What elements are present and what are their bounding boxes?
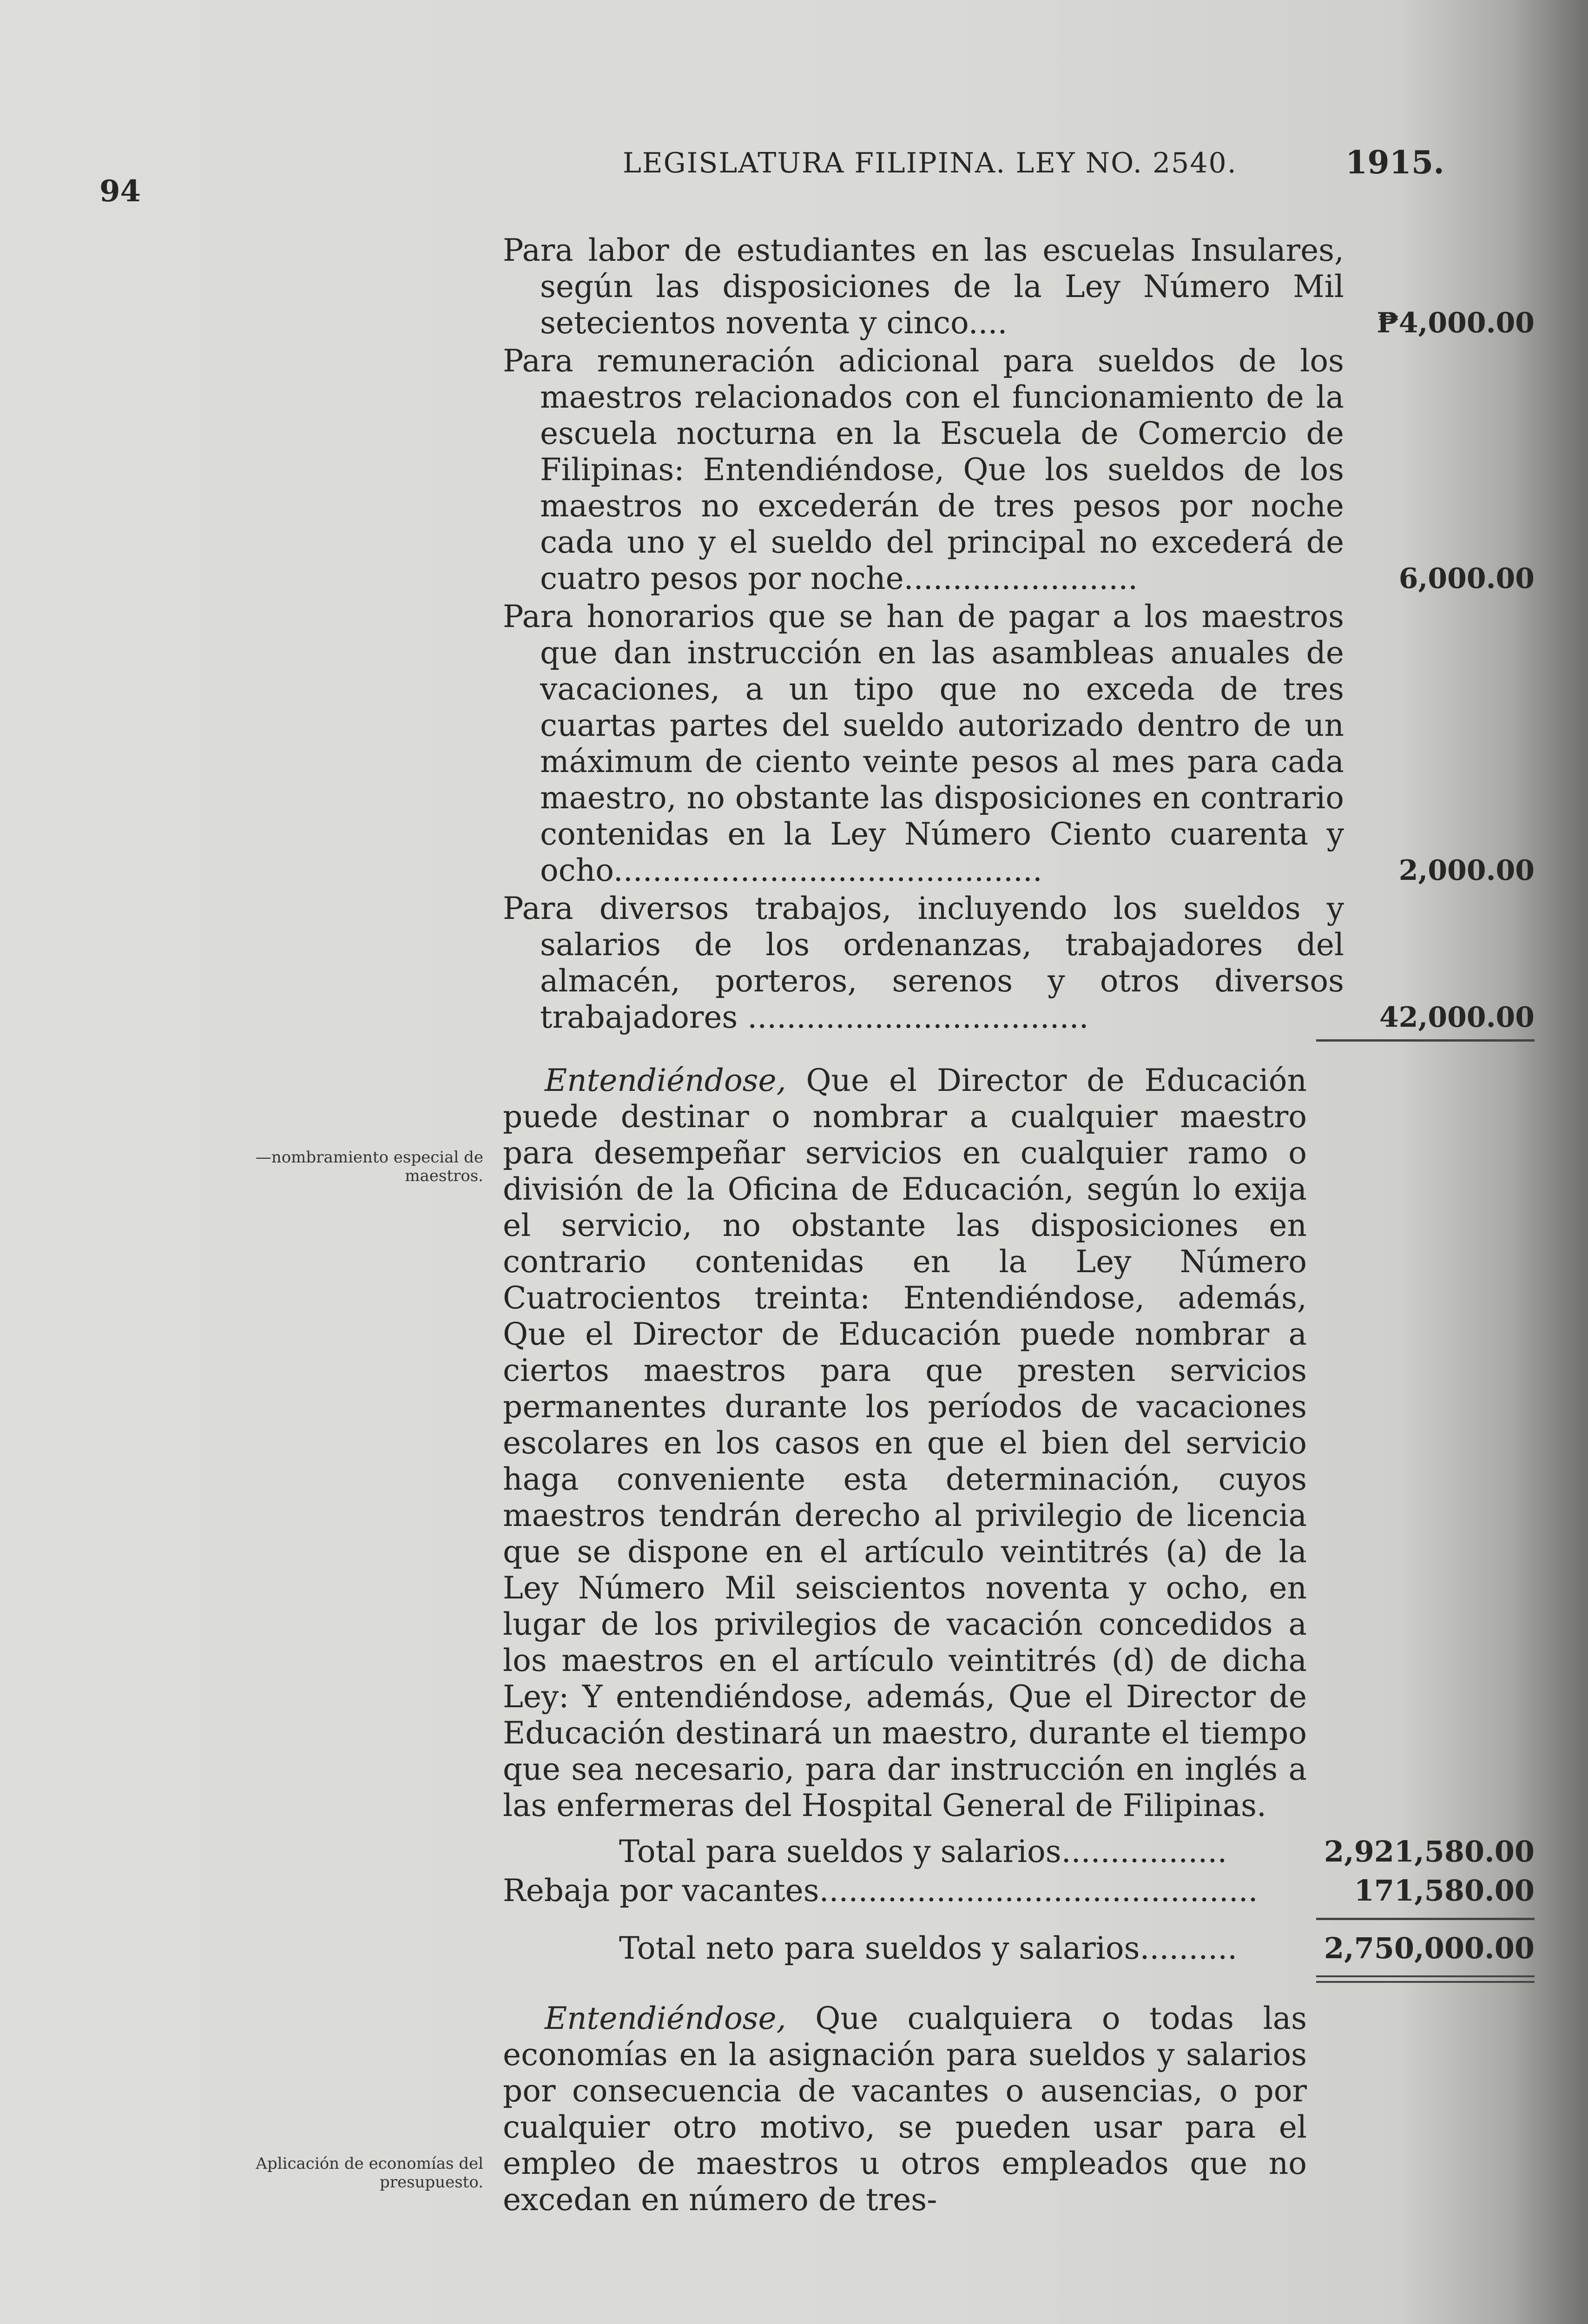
appropriation-entry: [503, 232, 1535, 341]
proviso-paragraph: [503, 1063, 1307, 1824]
neto-amount: 2,750,000.00: [1324, 1931, 1535, 1965]
rebaja-label: Rebaja por vacantes.............................................: [503, 1873, 1258, 1908]
subtotal-rule: [1316, 1039, 1535, 1042]
running-year: 1915.: [1345, 144, 1444, 181]
proviso-lead: Entendiéndose,: [545, 1063, 786, 1098]
appropriation-entry: [503, 599, 1535, 889]
neto-line: [503, 1929, 1535, 1968]
economias-lead: Entendiéndose,: [545, 2000, 786, 2036]
proviso-text: Que el Director de Educación puede destinar o nombrar a cualquier maestro para desempeñar servicios en cualquier ramo o división de la Oficina de Educación, según lo exija el servicio, no obstante las disposiciones en contrario contenidas en la Ley Número Cuatrocientos treinta: Entendiéndose, además, Que el Director de Educación puede nombrar a ciertos maestros para que presten servicios permanentes durante los períodos de vacaciones escolares en los casos en que el bien del servicio haga conveniente esta determinación, cuyos maestros tendrán derecho al privilegio de licencia que se dispone en el artículo veintitrés (a) de la Ley Número Mil seiscientos noventa y ocho, en lugar de los privilegios de vacación concedidos a los maestros en el artículo veintitrés (d) de dicha Ley: Y entendiéndose, además, Que el Director de Educación destinará un maestro, durante el tiempo que sea necesario, para dar instrucción en inglés a las enfermeras del Hospital General de Filipinas.: [503, 1063, 1307, 1823]
entry-text: Para labor de estudiantes en las escuelas Insulares, según las disposiciones de la Ley Número Mil setecientos noventa y cinco....: [503, 232, 1344, 341]
rebaja-amount: 171,580.00: [1354, 1874, 1535, 1908]
running-head: LEGISLATURA FILIPINA. LEY NO. 2540.: [623, 147, 1237, 179]
entry-text: Para honorarios que se han de pagar a los maestros que dan instrucción en las asambleas anuales de vacaciones, a un tipo que no exceda de tres cuartas partes del sueldo autorizado dentro de un máximum de ciento veinte pesos al mes para cada maestro, no obstante las disposiciones en contrario contenidas en la Ley Número Ciento cuarenta y ocho............................................: [503, 599, 1344, 888]
appropriation-entry: [503, 891, 1535, 1036]
rule-row: [503, 1910, 1535, 1929]
entry-amount: ₱4,000.00: [1377, 307, 1535, 339]
body-column: [503, 232, 1535, 2218]
rebaja-line: [503, 1871, 1535, 1910]
page-number: 94: [99, 174, 141, 209]
neto-label: Total neto para sueldos y salarios..........: [619, 1930, 1238, 1966]
economias-paragraph: [503, 2000, 1307, 2218]
economias-text: Que cualquiera o todas las economías en la asignación para sueldos y salarios por consecuencia de vacantes o ausencias, o por cualquier otro motivo, se pueden usar para el empleo de maestros u otros empleados que no excedan en número de tres-: [503, 2000, 1307, 2218]
margin-note-aplicacion: Aplicación de economías del presupuesto.: [256, 2154, 483, 2192]
appropriation-entry: [503, 343, 1535, 597]
double-rule-bottom: [1316, 1981, 1535, 1983]
margin-note-nombramiento: —nombramiento especial de maestros.: [255, 1148, 483, 1185]
entry-amount: 2,000.00: [1398, 854, 1535, 887]
entry-text: Para diversos trabajos, incluyendo los sueldos y salarios de los ordenanzas, trabajadores del almacén, porteros, serenos y otros diversos trabajadores ...................................: [503, 891, 1344, 1035]
entry-amount: 42,000.00: [1379, 1001, 1535, 1034]
total-label: Total para sueldos y salarios.................: [619, 1834, 1227, 1869]
total-amount: 2,921,580.00: [1324, 1835, 1535, 1868]
entry-text: Para remuneración adicional para sueldos de los maestros relacionados con el funcionamiento de la escuela nocturna en la Escuela de Comercio de Filipinas: Entendiéndose, Que los sueldos de los maestros no excederán de tres pesos por noche cada uno y el sueldo del principal no excederá de cuatro pesos por noche........................: [503, 343, 1344, 596]
rule-row: [503, 1036, 1535, 1046]
total-line: [503, 1832, 1535, 1871]
double-rule-top: [1316, 1975, 1535, 1977]
entry-amount: 6,000.00: [1398, 562, 1535, 595]
rule-row: [503, 1968, 1535, 1991]
total-rule: [1316, 1918, 1535, 1920]
